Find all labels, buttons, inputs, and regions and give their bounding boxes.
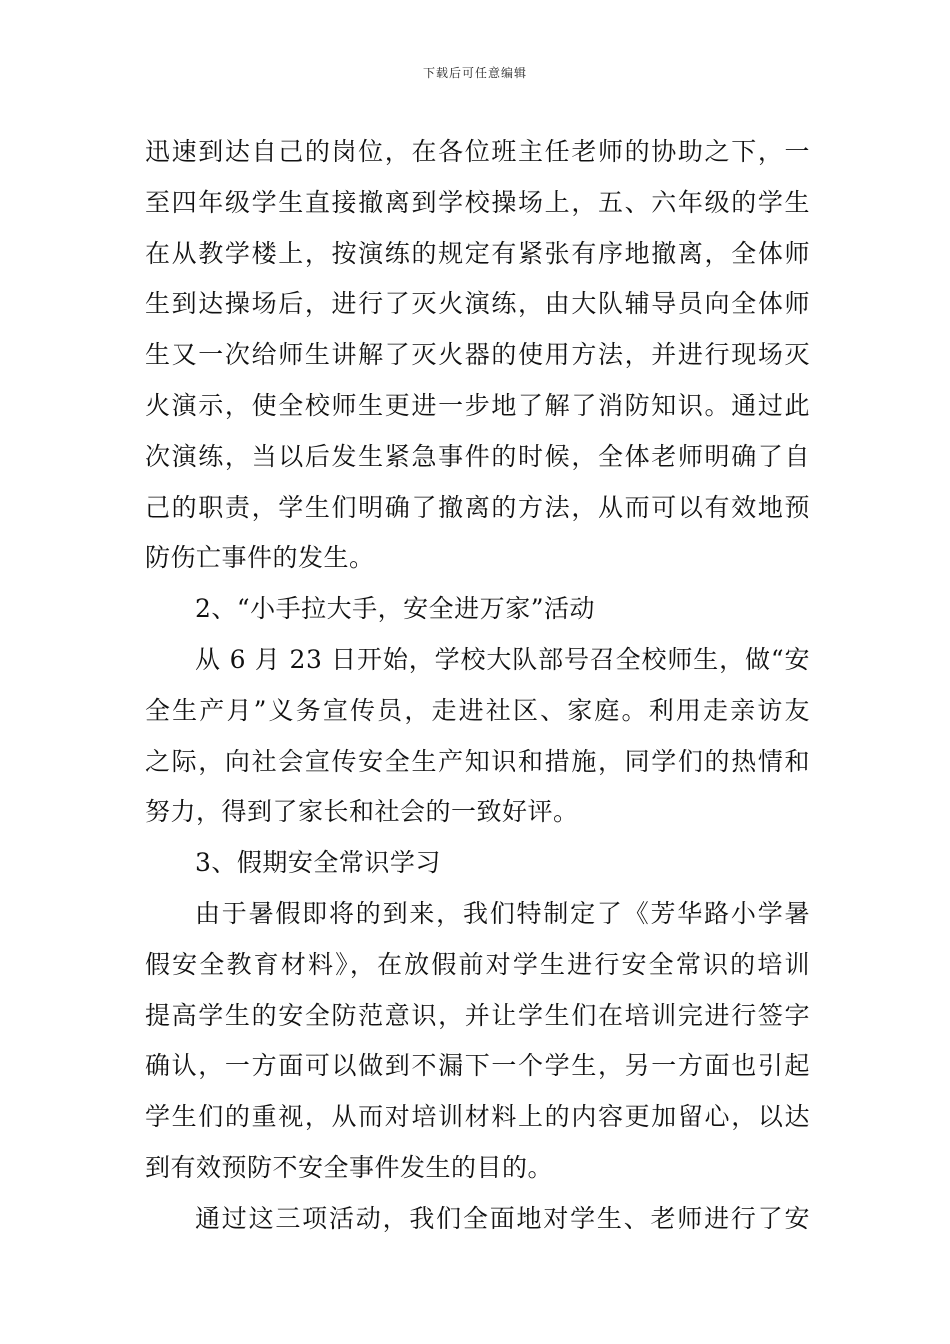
text-line-17: 假安全教育材料》，在放假前对学生进行安全常识的培训 (145, 949, 810, 979)
text-line-2: 至四年级学生直接撤离到学校操场上，五、六年级的学生 (145, 187, 810, 217)
text-line-16: 由于暑假即将的到来，我们特制定了《芳华路小学暑 (195, 898, 810, 928)
text-line-13: 之际，向社会宣传安全生产知识和措施，同学们的热情和 (145, 746, 810, 776)
text-line-5: 生又一次给师生讲解了灭火器的使用方法，并进行现场灭 (145, 340, 810, 370)
text-line-22: 通过这三项活动，我们全面地对学生、老师进行了安 (195, 1203, 810, 1233)
text-line-11: 从 6 月 23 日开始，学校大队部号召全校师生，做“安 (195, 644, 810, 674)
text-line-4: 生到达操场后，进行了灭火演练，由大队辅导员向全体师 (145, 289, 810, 319)
text-line-12: 全生产月”义务宣传员，走进社区、家庭。利用走亲访友 (145, 695, 810, 725)
text-line-14: 努力，得到了家长和社会的一致好评。 (145, 797, 579, 827)
text-line-18: 提高学生的安全防范意识，并让学生们在培训完进行签字 (145, 1000, 810, 1030)
text-line-19: 确认，一方面可以做到不漏下一个学生，另一方面也引起 (145, 1051, 810, 1081)
section-heading-2: 2、“小手拉大手，安全进万家”活动 (195, 594, 595, 624)
text-line-9: 防伤亡事件的发生。 (145, 543, 375, 573)
text-line-7: 次演练，当以后发生紧急事件的时候，全体老师明确了自 (145, 441, 810, 471)
text-line-20: 学生们的重视，从而对培训材料上的内容更加留心，以达 (145, 1102, 810, 1132)
text-line-6: 火演示，使全校师生更进一步地了解了消防知识。通过此 (145, 390, 810, 420)
page-header-note: 下载后可任意编辑 (422, 66, 527, 80)
document-body (145, 127, 810, 1245)
section-heading-3: 3、假期安全常识学习 (195, 848, 441, 878)
text-line-8: 己的职责，学生们明确了撤离的方法，从而可以有效地预 (145, 492, 810, 522)
text-line-3: 在从教学楼上，按演练的规定有紧张有序地撤离，全体师 (145, 238, 810, 268)
text-line-21: 到有效预防不安全事件发生的目的。 (145, 1152, 554, 1182)
text-line-1: 迅速到达自己的岗位，在各位班主任老师的协助之下，一 (145, 137, 810, 166)
